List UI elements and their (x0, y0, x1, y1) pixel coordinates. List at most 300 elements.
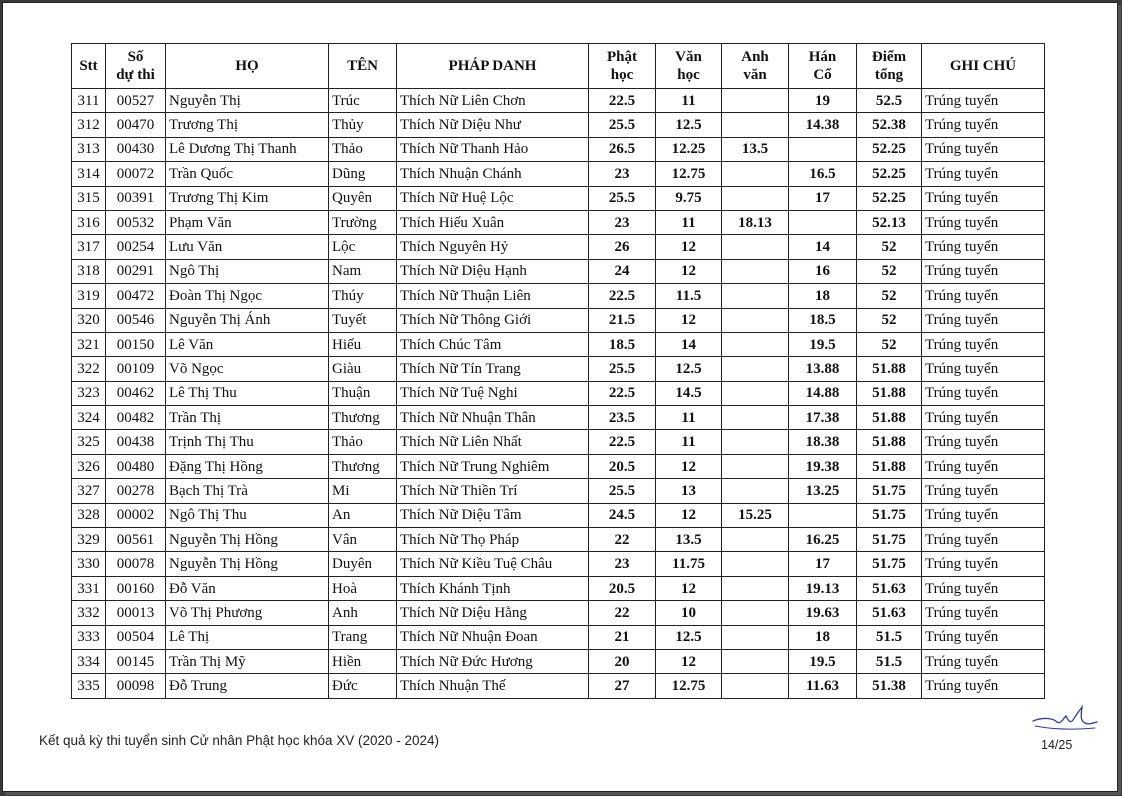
cell-anh-van: 13.5 (722, 137, 789, 161)
cell-ho: Võ Ngọc (166, 357, 329, 381)
cell-diem-tong: 52.38 (857, 113, 922, 137)
cell-phap-danh: Thích Nguyên Hỷ (397, 235, 589, 259)
cell-anh-van (722, 649, 789, 673)
cell-diem-tong: 51.63 (857, 601, 922, 625)
cell-sbd: 00278 (106, 479, 166, 503)
header-ho: HỌ (166, 44, 329, 89)
cell-stt: 323 (72, 381, 106, 405)
cell-ten: Mi (329, 479, 397, 503)
table-row (72, 479, 1045, 503)
cell-diem-tong: 51.75 (857, 528, 922, 552)
cell-stt: 313 (72, 137, 106, 161)
cell-anh-van (722, 406, 789, 430)
cell-ten: Thương (329, 454, 397, 478)
cell-diem-tong: 51.5 (857, 625, 922, 649)
cell-han-co: 18 (789, 625, 857, 649)
cell-van-hoc: 12 (656, 503, 722, 527)
cell-anh-van (722, 259, 789, 283)
header-anh-van: Anh văn (722, 44, 789, 89)
cell-ten: Thúy (329, 284, 397, 308)
cell-phat-hoc: 26.5 (589, 137, 656, 161)
table-row (72, 381, 1045, 405)
cell-phat-hoc: 20.5 (589, 576, 656, 600)
header-van-hoc: Văn học (656, 44, 722, 89)
cell-phap-danh: Thích Nữ Thuận Liên (397, 284, 589, 308)
cell-anh-van (722, 381, 789, 405)
cell-ho: Võ Thị Phương (166, 601, 329, 625)
cell-van-hoc: 12.5 (656, 113, 722, 137)
cell-sbd: 00078 (106, 552, 166, 576)
cell-diem-tong: 51.75 (857, 503, 922, 527)
cell-han-co: 14 (789, 235, 857, 259)
cell-sbd: 00472 (106, 284, 166, 308)
cell-ten: Trường (329, 210, 397, 234)
cell-ghi-chu: Trúng tuyển (922, 381, 1045, 405)
cell-ho: Lê Dương Thị Thanh (166, 137, 329, 161)
table-row (72, 308, 1045, 332)
cell-ten: Quyên (329, 186, 397, 210)
cell-ghi-chu: Trúng tuyển (922, 503, 1045, 527)
header-phat-hoc: Phật học (589, 44, 656, 89)
cell-phap-danh: Thích Nữ Diệu Hạnh (397, 259, 589, 283)
cell-diem-tong: 51.63 (857, 576, 922, 600)
cell-ten: Đức (329, 674, 397, 698)
table-row (72, 503, 1045, 527)
cell-ho: Đoàn Thị Ngọc (166, 284, 329, 308)
cell-van-hoc: 11 (656, 406, 722, 430)
cell-anh-van (722, 235, 789, 259)
cell-van-hoc: 12.25 (656, 137, 722, 161)
cell-han-co: 19 (789, 89, 857, 113)
cell-ho: Đặng Thị Hồng (166, 454, 329, 478)
table-row (72, 332, 1045, 356)
cell-phat-hoc: 23 (589, 210, 656, 234)
cell-diem-tong: 52 (857, 235, 922, 259)
cell-van-hoc: 12 (656, 576, 722, 600)
cell-han-co: 14.88 (789, 381, 857, 405)
cell-ten: Vân (329, 528, 397, 552)
cell-phap-danh: Thích Nữ Nhuận Thân (397, 406, 589, 430)
cell-stt: 321 (72, 332, 106, 356)
cell-han-co: 11.63 (789, 674, 857, 698)
cell-ten: Thảo (329, 430, 397, 454)
cell-phat-hoc: 21.5 (589, 308, 656, 332)
table-row (72, 625, 1045, 649)
cell-han-co: 13.88 (789, 357, 857, 381)
cell-van-hoc: 11.75 (656, 552, 722, 576)
cell-diem-tong: 51.88 (857, 357, 922, 381)
cell-phap-danh: Thích Nữ Tuệ Nghi (397, 381, 589, 405)
header-row (72, 44, 1045, 89)
cell-ho: Bạch Thị Trà (166, 479, 329, 503)
cell-diem-tong: 51.5 (857, 649, 922, 673)
cell-van-hoc: 12 (656, 649, 722, 673)
cell-ho: Nguyễn Thị (166, 89, 329, 113)
header-phap-danh: PHÁP DANH (397, 44, 589, 89)
cell-stt: 329 (72, 528, 106, 552)
cell-phat-hoc: 21 (589, 625, 656, 649)
table-row (72, 454, 1045, 478)
cell-han-co (789, 210, 857, 234)
cell-anh-van (722, 552, 789, 576)
cell-van-hoc: 12 (656, 259, 722, 283)
cell-anh-van (722, 454, 789, 478)
cell-ghi-chu: Trúng tuyển (922, 89, 1045, 113)
cell-han-co: 16.25 (789, 528, 857, 552)
cell-sbd: 00072 (106, 162, 166, 186)
cell-ho: Nguyễn Thị Hồng (166, 552, 329, 576)
cell-anh-van (722, 308, 789, 332)
cell-phat-hoc: 25.5 (589, 479, 656, 503)
page-number: 14/25 (1041, 738, 1073, 752)
cell-ten: Anh (329, 601, 397, 625)
cell-van-hoc: 13.5 (656, 528, 722, 552)
cell-anh-van (722, 89, 789, 113)
cell-han-co: 13.25 (789, 479, 857, 503)
cell-ghi-chu: Trúng tuyển (922, 235, 1045, 259)
cell-sbd: 00532 (106, 210, 166, 234)
cell-sbd: 00150 (106, 332, 166, 356)
cell-ho: Trần Thị Mỹ (166, 649, 329, 673)
cell-ho: Phạm Văn (166, 210, 329, 234)
cell-han-co: 19.63 (789, 601, 857, 625)
cell-sbd: 00109 (106, 357, 166, 381)
cell-van-hoc: 12.75 (656, 162, 722, 186)
cell-stt: 314 (72, 162, 106, 186)
cell-sbd: 00098 (106, 674, 166, 698)
cell-han-co: 17 (789, 552, 857, 576)
cell-van-hoc: 14 (656, 332, 722, 356)
cell-ghi-chu: Trúng tuyển (922, 162, 1045, 186)
cell-ho: Trương Thị (166, 113, 329, 137)
header-ten: TÊN (329, 44, 397, 89)
cell-sbd: 00462 (106, 381, 166, 405)
cell-diem-tong: 51.88 (857, 406, 922, 430)
cell-han-co: 14.38 (789, 113, 857, 137)
cell-ghi-chu: Trúng tuyển (922, 259, 1045, 283)
table-row (72, 186, 1045, 210)
cell-han-co: 17 (789, 186, 857, 210)
cell-han-co: 19.13 (789, 576, 857, 600)
cell-phap-danh: Thích Nhuận Thế (397, 674, 589, 698)
cell-phap-danh: Thích Nữ Diệu Như (397, 113, 589, 137)
cell-sbd: 00291 (106, 259, 166, 283)
cell-sbd: 00254 (106, 235, 166, 259)
cell-van-hoc: 14.5 (656, 381, 722, 405)
cell-stt: 332 (72, 601, 106, 625)
cell-phat-hoc: 22.5 (589, 430, 656, 454)
cell-ghi-chu: Trúng tuyển (922, 186, 1045, 210)
cell-ten: Dũng (329, 162, 397, 186)
cell-ghi-chu: Trúng tuyển (922, 113, 1045, 137)
cell-phat-hoc: 20 (589, 649, 656, 673)
cell-anh-van (722, 576, 789, 600)
cell-ho: Trịnh Thị Thu (166, 430, 329, 454)
table-row (72, 357, 1045, 381)
cell-phap-danh: Thích Nữ Thiền Trí (397, 479, 589, 503)
table-row (72, 113, 1045, 137)
cell-sbd: 00145 (106, 649, 166, 673)
cell-phap-danh: Thích Khánh Tịnh (397, 576, 589, 600)
cell-diem-tong: 52 (857, 332, 922, 356)
cell-ten: Thảo (329, 137, 397, 161)
cell-van-hoc: 12.5 (656, 625, 722, 649)
cell-stt: 327 (72, 479, 106, 503)
cell-ho: Ngô Thị (166, 259, 329, 283)
cell-ho: Lê Thị (166, 625, 329, 649)
cell-stt: 322 (72, 357, 106, 381)
cell-phap-danh: Thích Nữ Liên Nhất (397, 430, 589, 454)
cell-phap-danh: Thích Nữ Đức Hương (397, 649, 589, 673)
cell-ten: Duyên (329, 552, 397, 576)
cell-diem-tong: 52 (857, 284, 922, 308)
cell-anh-van (722, 625, 789, 649)
cell-sbd: 00013 (106, 601, 166, 625)
table-row (72, 406, 1045, 430)
cell-ghi-chu: Trúng tuyển (922, 430, 1045, 454)
cell-anh-van (722, 162, 789, 186)
cell-diem-tong: 51.75 (857, 479, 922, 503)
table-row (72, 284, 1045, 308)
cell-ho: Nguyễn Thị Hồng (166, 528, 329, 552)
cell-diem-tong: 52.25 (857, 186, 922, 210)
header-stt: Stt (72, 44, 106, 89)
cell-anh-van (722, 601, 789, 625)
cell-han-co: 18 (789, 284, 857, 308)
cell-phat-hoc: 22.5 (589, 89, 656, 113)
cell-diem-tong: 51.88 (857, 430, 922, 454)
cell-ghi-chu: Trúng tuyển (922, 137, 1045, 161)
cell-ten: Thuận (329, 381, 397, 405)
cell-phat-hoc: 22 (589, 528, 656, 552)
cell-ghi-chu: Trúng tuyển (922, 284, 1045, 308)
cell-ghi-chu: Trúng tuyển (922, 406, 1045, 430)
cell-stt: 316 (72, 210, 106, 234)
cell-phap-danh: Thích Nữ Liên Chơn (397, 89, 589, 113)
document-page (2, 2, 1118, 792)
cell-anh-van (722, 186, 789, 210)
cell-ghi-chu: Trúng tuyển (922, 625, 1045, 649)
cell-diem-tong: 52 (857, 308, 922, 332)
cell-phap-danh: Thích Nữ Huệ Lộc (397, 186, 589, 210)
table-row (72, 137, 1045, 161)
cell-diem-tong: 51.88 (857, 454, 922, 478)
cell-sbd: 00561 (106, 528, 166, 552)
cell-van-hoc: 12.5 (656, 357, 722, 381)
cell-phap-danh: Thích Nữ Diệu Tâm (397, 503, 589, 527)
cell-anh-van (722, 674, 789, 698)
signature-mark (1029, 699, 1099, 735)
cell-ho: Lê Văn (166, 332, 329, 356)
cell-ho: Đỗ Văn (166, 576, 329, 600)
cell-phap-danh: Thích Nữ Diệu Hằng (397, 601, 589, 625)
cell-stt: 331 (72, 576, 106, 600)
cell-anh-van (722, 357, 789, 381)
cell-anh-van: 15.25 (722, 503, 789, 527)
cell-ghi-chu: Trúng tuyển (922, 332, 1045, 356)
header-sbd: Số dự thi (106, 44, 166, 89)
cell-han-co (789, 503, 857, 527)
cell-phat-hoc: 24 (589, 259, 656, 283)
cell-stt: 328 (72, 503, 106, 527)
cell-ten: Giàu (329, 357, 397, 381)
table-row (72, 162, 1045, 186)
cell-phap-danh: Thích Nhuận Chánh (397, 162, 589, 186)
cell-diem-tong: 52.25 (857, 137, 922, 161)
table-row (72, 576, 1045, 600)
cell-ho: Đỗ Trung (166, 674, 329, 698)
cell-van-hoc: 12.75 (656, 674, 722, 698)
cell-sbd: 00430 (106, 137, 166, 161)
cell-phat-hoc: 24.5 (589, 503, 656, 527)
table-row (72, 89, 1045, 113)
cell-anh-van: 18.13 (722, 210, 789, 234)
cell-diem-tong: 52.5 (857, 89, 922, 113)
cell-stt: 325 (72, 430, 106, 454)
cell-han-co: 16.5 (789, 162, 857, 186)
cell-stt: 317 (72, 235, 106, 259)
cell-phap-danh: Thích Nữ Thanh Hảo (397, 137, 589, 161)
cell-sbd: 00438 (106, 430, 166, 454)
table-row (72, 674, 1045, 698)
cell-han-co: 19.38 (789, 454, 857, 478)
cell-phat-hoc: 25.5 (589, 186, 656, 210)
cell-ghi-chu: Trúng tuyển (922, 649, 1045, 673)
cell-han-co: 18.38 (789, 430, 857, 454)
cell-stt: 334 (72, 649, 106, 673)
cell-phap-danh: Thích Nữ Nhuận Đoan (397, 625, 589, 649)
cell-ten: Trúc (329, 89, 397, 113)
cell-phap-danh: Thích Chúc Tâm (397, 332, 589, 356)
cell-van-hoc: 11 (656, 89, 722, 113)
cell-ghi-chu: Trúng tuyển (922, 552, 1045, 576)
cell-stt: 319 (72, 284, 106, 308)
cell-van-hoc: 10 (656, 601, 722, 625)
cell-ten: Tuyết (329, 308, 397, 332)
cell-ho: Lưu Văn (166, 235, 329, 259)
cell-sbd: 00160 (106, 576, 166, 600)
cell-ten: Lộc (329, 235, 397, 259)
cell-sbd: 00391 (106, 186, 166, 210)
cell-stt: 320 (72, 308, 106, 332)
table-row (72, 235, 1045, 259)
cell-ten: Hiếu (329, 332, 397, 356)
cell-ho: Nguyễn Thị Ánh (166, 308, 329, 332)
cell-stt: 311 (72, 89, 106, 113)
cell-ho: Lê Thị Thu (166, 381, 329, 405)
cell-ten: Hoà (329, 576, 397, 600)
cell-van-hoc: 12 (656, 454, 722, 478)
cell-van-hoc: 9.75 (656, 186, 722, 210)
cell-ghi-chu: Trúng tuyển (922, 674, 1045, 698)
cell-ghi-chu: Trúng tuyển (922, 576, 1045, 600)
cell-ten: Nam (329, 259, 397, 283)
cell-phap-danh: Thích Nữ Thông Giới (397, 308, 589, 332)
header-ghi-chu: GHI CHÚ (922, 44, 1045, 89)
cell-phat-hoc: 27 (589, 674, 656, 698)
cell-phat-hoc: 18.5 (589, 332, 656, 356)
cell-diem-tong: 51.38 (857, 674, 922, 698)
cell-phat-hoc: 22 (589, 601, 656, 625)
cell-van-hoc: 11 (656, 210, 722, 234)
results-table (71, 43, 1045, 699)
cell-sbd: 00482 (106, 406, 166, 430)
cell-ho: Ngô Thị Thu (166, 503, 329, 527)
cell-stt: 324 (72, 406, 106, 430)
header-diem-tong: Điểm tổng (857, 44, 922, 89)
cell-ho: Trương Thị Kim (166, 186, 329, 210)
cell-phap-danh: Thích Nữ Kiều Tuệ Châu (397, 552, 589, 576)
cell-stt: 312 (72, 113, 106, 137)
cell-van-hoc: 13 (656, 479, 722, 503)
cell-phat-hoc: 23 (589, 162, 656, 186)
cell-phat-hoc: 23 (589, 552, 656, 576)
cell-ho: Trần Thị (166, 406, 329, 430)
cell-stt: 315 (72, 186, 106, 210)
cell-diem-tong: 51.75 (857, 552, 922, 576)
cell-van-hoc: 11.5 (656, 284, 722, 308)
cell-phat-hoc: 20.5 (589, 454, 656, 478)
cell-ten: Hiền (329, 649, 397, 673)
cell-ghi-chu: Trúng tuyển (922, 479, 1045, 503)
cell-van-hoc: 12 (656, 308, 722, 332)
cell-phat-hoc: 22.5 (589, 284, 656, 308)
cell-diem-tong: 52.25 (857, 162, 922, 186)
cell-ghi-chu: Trúng tuyển (922, 210, 1045, 234)
table-row (72, 259, 1045, 283)
cell-han-co: 19.5 (789, 649, 857, 673)
cell-stt: 326 (72, 454, 106, 478)
cell-diem-tong: 51.88 (857, 381, 922, 405)
cell-anh-van (722, 528, 789, 552)
cell-ghi-chu: Trúng tuyển (922, 308, 1045, 332)
cell-anh-van (722, 113, 789, 137)
cell-stt: 335 (72, 674, 106, 698)
cell-stt: 333 (72, 625, 106, 649)
cell-phap-danh: Thích Nữ Trung Nghiêm (397, 454, 589, 478)
cell-ten: Trang (329, 625, 397, 649)
table-row (72, 649, 1045, 673)
cell-phap-danh: Thích Nữ Thọ Pháp (397, 528, 589, 552)
cell-ten: An (329, 503, 397, 527)
cell-van-hoc: 11 (656, 430, 722, 454)
cell-han-co: 19.5 (789, 332, 857, 356)
cell-ten: Thủy (329, 113, 397, 137)
cell-sbd: 00480 (106, 454, 166, 478)
cell-phat-hoc: 26 (589, 235, 656, 259)
cell-diem-tong: 52.13 (857, 210, 922, 234)
table-row (72, 210, 1045, 234)
table-row (72, 528, 1045, 552)
cell-ho: Trần Quốc (166, 162, 329, 186)
cell-phat-hoc: 22.5 (589, 381, 656, 405)
cell-han-co: 18.5 (789, 308, 857, 332)
cell-han-co: 17.38 (789, 406, 857, 430)
cell-anh-van (722, 430, 789, 454)
table-row (72, 552, 1045, 576)
cell-sbd: 00504 (106, 625, 166, 649)
cell-stt: 330 (72, 552, 106, 576)
footer-title: Kết quả kỳ thi tuyển sinh Cử nhân Phật học khóa XV (2020 - 2024) (39, 733, 440, 748)
cell-phap-danh: Thích Hiếu Xuân (397, 210, 589, 234)
cell-sbd: 00002 (106, 503, 166, 527)
cell-phat-hoc: 25.5 (589, 357, 656, 381)
cell-diem-tong: 52 (857, 259, 922, 283)
cell-sbd: 00470 (106, 113, 166, 137)
cell-ghi-chu: Trúng tuyển (922, 357, 1045, 381)
table-row (72, 601, 1045, 625)
cell-han-co: 16 (789, 259, 857, 283)
